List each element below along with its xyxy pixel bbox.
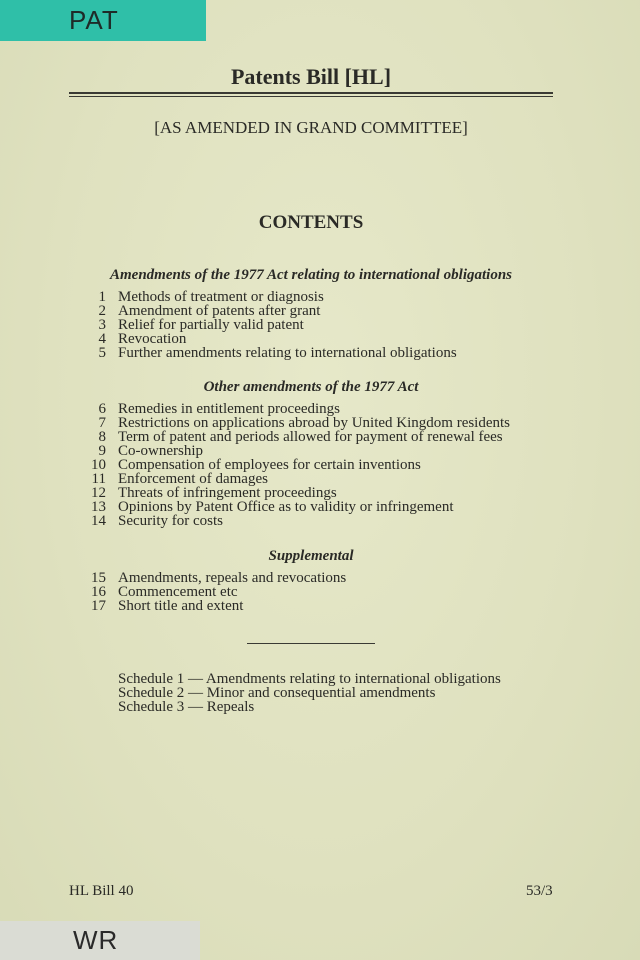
bill-number: HL Bill 40 (69, 883, 134, 899)
clause-number: 10 (91, 457, 106, 473)
clause-title: Revocation (118, 331, 187, 347)
clause-title: Amendments, repeals and revocations (118, 570, 347, 586)
clause-title: Amendment of patents after grant (118, 303, 321, 319)
clause-title: Compensation of employees for certain inventions (118, 457, 421, 473)
clause-item (80, 402, 560, 416)
clause-number: 2 (98, 303, 106, 319)
clause-item (80, 332, 560, 346)
bottom-tab (0, 921, 200, 960)
clause-number: 3 (98, 317, 106, 333)
clause-item (80, 599, 560, 613)
clause-item (80, 416, 560, 430)
clause-number: 14 (91, 513, 106, 529)
section-heading: Other amendments of the 1977 Act (203, 379, 419, 395)
bill-title: Patents Bill [HL] (230, 64, 392, 89)
schedule-list (118, 672, 558, 714)
clause-number: 8 (98, 429, 106, 445)
clause-list (80, 571, 560, 613)
clause-number: 7 (98, 415, 106, 431)
clause-title: Short title and extent (118, 598, 244, 614)
clause-item (80, 290, 560, 304)
schedule-item: Schedule 3 — Repeals (118, 699, 255, 715)
top-tab-label: PAT (69, 5, 119, 35)
clause-title: Methods of treatment or diagnosis (118, 289, 324, 305)
clause-item (80, 318, 560, 332)
clause-number: 15 (91, 570, 106, 586)
clause-number: 1 (98, 289, 106, 305)
top-color-tab (0, 0, 206, 41)
clause-title: Restrictions on applications abroad by United Kingdom residents (118, 415, 511, 431)
schedule-item: Schedule 1 — Amendments relating to international obligations (118, 671, 501, 687)
section-heading: Supplemental (268, 548, 354, 564)
clause-title: Relief for partially valid patent (118, 317, 304, 333)
clause-item (80, 472, 560, 486)
clause-item (80, 444, 560, 458)
clause-item (80, 585, 560, 599)
clause-number: 5 (98, 345, 106, 361)
clause-title: Enforcement of damages (118, 471, 268, 487)
clause-item (80, 458, 560, 472)
clause-number: 13 (91, 499, 106, 515)
clause-title: Remedies in entitlement proceedings (118, 401, 341, 417)
clause-number: 16 (91, 584, 106, 600)
clause-title: Further amendments relating to international obligations (118, 345, 457, 361)
schedule-item: Schedule 2 — Minor and consequential amendments (118, 685, 436, 701)
clause-title: Commencement etc (118, 584, 238, 600)
clause-title: Term of patent and periods allowed for payment of renewal fees (118, 429, 503, 445)
clause-title: Co-ownership (118, 443, 203, 459)
clause-title: Threats of infringement proceedings (118, 485, 337, 501)
clause-list (80, 402, 560, 528)
clause-list (80, 290, 560, 360)
clause-number: 11 (91, 471, 106, 487)
clause-number: 4 (98, 331, 106, 347)
clause-item (80, 346, 560, 360)
title-rule-thin (69, 96, 553, 97)
clause-number: 17 (91, 598, 106, 614)
clause-item (80, 500, 560, 514)
clause-item (80, 571, 560, 585)
bill-reference: 53/3 (526, 883, 553, 899)
clause-number: 6 (98, 401, 106, 417)
bill-status: [AS AMENDED IN GRAND COMMITTEE] (154, 118, 468, 137)
title-rule-thick (69, 92, 553, 94)
clause-number: 9 (98, 443, 106, 459)
clause-title: Opinions by Patent Office as to validity or infringement (118, 499, 454, 515)
clause-item (80, 514, 560, 528)
clause-title: Security for costs (118, 513, 223, 529)
clause-item (80, 486, 560, 500)
clause-item (80, 304, 560, 318)
contents-heading: CONTENTS (258, 212, 364, 233)
section-heading: Amendments of the 1977 Act relating to international obligations (110, 267, 512, 283)
schedules-divider (247, 643, 375, 644)
clause-number: 12 (91, 485, 106, 501)
bottom-tab-label: WR (73, 925, 119, 955)
clause-item (80, 430, 560, 444)
